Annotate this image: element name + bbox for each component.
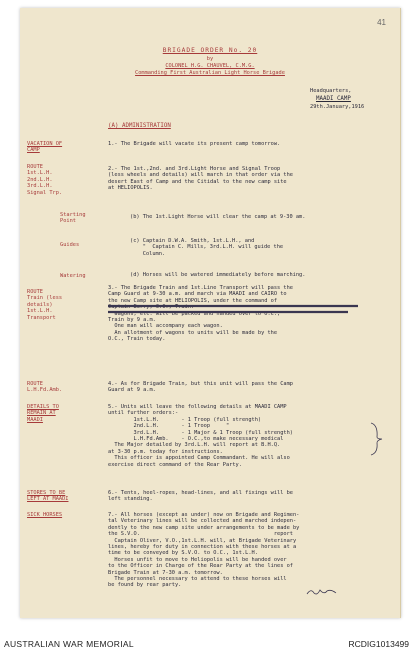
margin-details-maadi: DETAILS TO REMAIN AT MAADI bbox=[27, 404, 59, 423]
margin-route-ambulance: ROUTE L.H.Fd.Amb. bbox=[27, 381, 63, 394]
struck-text-marks bbox=[108, 304, 368, 314]
handwritten-initials-mark bbox=[305, 587, 339, 597]
order-command: Commanding First Australian Light Horse Brigade bbox=[135, 70, 285, 76]
item-1-text: 1.- The Brigade will vacate its present camp tomorrow. bbox=[108, 141, 281, 147]
item-3-text: 3.- The Brigade Train and 1st.Line Transport will pass the Camp Guard at 9-30 a.m. and march via MAADI and CAIRO to the new Camp site at HELIOPOLIS, under the command of Captain Berry, O.C., Train. Wagons, etc. will be packed and handed over to O.C., Train by 9 a.m. One man will accompany each wagon. An allotment of wagons to units will be made by the O.C., Train today. bbox=[108, 285, 293, 343]
item-2d-text: (d) Horses will be watered immediately before marching. bbox=[130, 272, 306, 278]
order-author: COLONEL H.G. CHAUVEL, C.M.G. bbox=[165, 63, 255, 69]
document-page bbox=[20, 8, 401, 618]
item-7-text: 7.- All horses (except as under) now on Brigade and Regimen- tal Veterinary lines will be collected and marched indepen- dently to the new camp site under arrangements to be made by the S.V.O. report Captain Oliver, V.O.,1st.L.H. will, at Brigade Veterinary lines, hereby for duty in connection with these horses at a time to be conveyed by S.V.O. to O.C., 1st.L.H. Horses unfit to move to Heliopolis will be handed over to the Officer in Charge of the Rear Party at the lines of Brigade Train at 7-30 a.m. tomorrow. The personnel necessary to attend to these horses will be found by rear party. bbox=[108, 512, 300, 589]
margin-starting-point: Starting Point bbox=[60, 212, 86, 225]
location-line1: Headquarters, bbox=[310, 88, 352, 94]
section-administration: (A) ADMINISTRATION bbox=[108, 123, 171, 129]
location-line2: MAADI CAMP bbox=[316, 96, 351, 102]
item-2c-text: (c) Captain D.W.A. Smith, 1st.L.H., and " Captain C. Mills, 3rd.L.H. will guide the Column. bbox=[130, 238, 284, 257]
item-4-text: 4.- As for Brigade Train, but this unit will pass the Camp Guard at 9 a.m. bbox=[108, 381, 293, 394]
archive-name: AUSTRALIAN WAR MEMORIAL bbox=[4, 639, 134, 649]
location-date: 29th.January,1916 bbox=[310, 104, 365, 110]
margin-vacation: VACATION OF CAMP bbox=[27, 141, 63, 154]
item-2b-text: (b) The 1st.Light Horse will clear the camp at 9-30 am. bbox=[130, 214, 306, 220]
margin-sick-horses: SICK HORSES bbox=[27, 512, 63, 518]
margin-route-train: ROUTE Train (less details) 1st.L.H. Transport bbox=[27, 289, 63, 321]
margin-route-regiments: ROUTE 1st.L.H. 2nd.L.H. 3rd.L.H. Signal Trp. bbox=[27, 164, 63, 196]
archive-reference: RCDIG1013499 bbox=[348, 639, 409, 649]
margin-guides: Guides bbox=[60, 242, 80, 248]
page-number: 41 bbox=[377, 18, 386, 27]
archive-footer bbox=[0, 633, 415, 653]
margin-watering: Watering bbox=[60, 273, 86, 279]
item-5-text: 5.- Units will leave the following details at MAADI CAMP until further orders:- 1st.L.H. - 1 Troop (full strength) 2nd.L.H. - 1 Troop " 3rd.L.H. - 1 Major & 1 Troop (full strength) L.H.Fd.Amb. - O.C.,to make necessary medical The Major detailed by 3rd.L.H. will report at B.H.Q. at 3-30 p.m. today for instructions. This officer is appointed Camp Commandant. He will also exercise direct command of the Rear Party. bbox=[108, 404, 293, 468]
handwritten-brace-mark bbox=[368, 421, 388, 457]
order-title: BRIGADE ORDER No. 20 bbox=[162, 47, 258, 54]
item-2-text: 2.- The 1st.,2nd. and 3rd.Light Horse and Signal Troop (less wheels and details) will march in that order via the desert East of Camp and the Citidal to the new camp site at HELIOPOLIS. bbox=[108, 166, 293, 192]
item-6-text: 6.- Tents, heel-ropes, head-lines, and all fixings will be left standing. bbox=[108, 490, 293, 503]
order-by: by bbox=[206, 56, 214, 62]
margin-stores: STORES TO BE LEFT AT MAADI bbox=[27, 490, 69, 503]
